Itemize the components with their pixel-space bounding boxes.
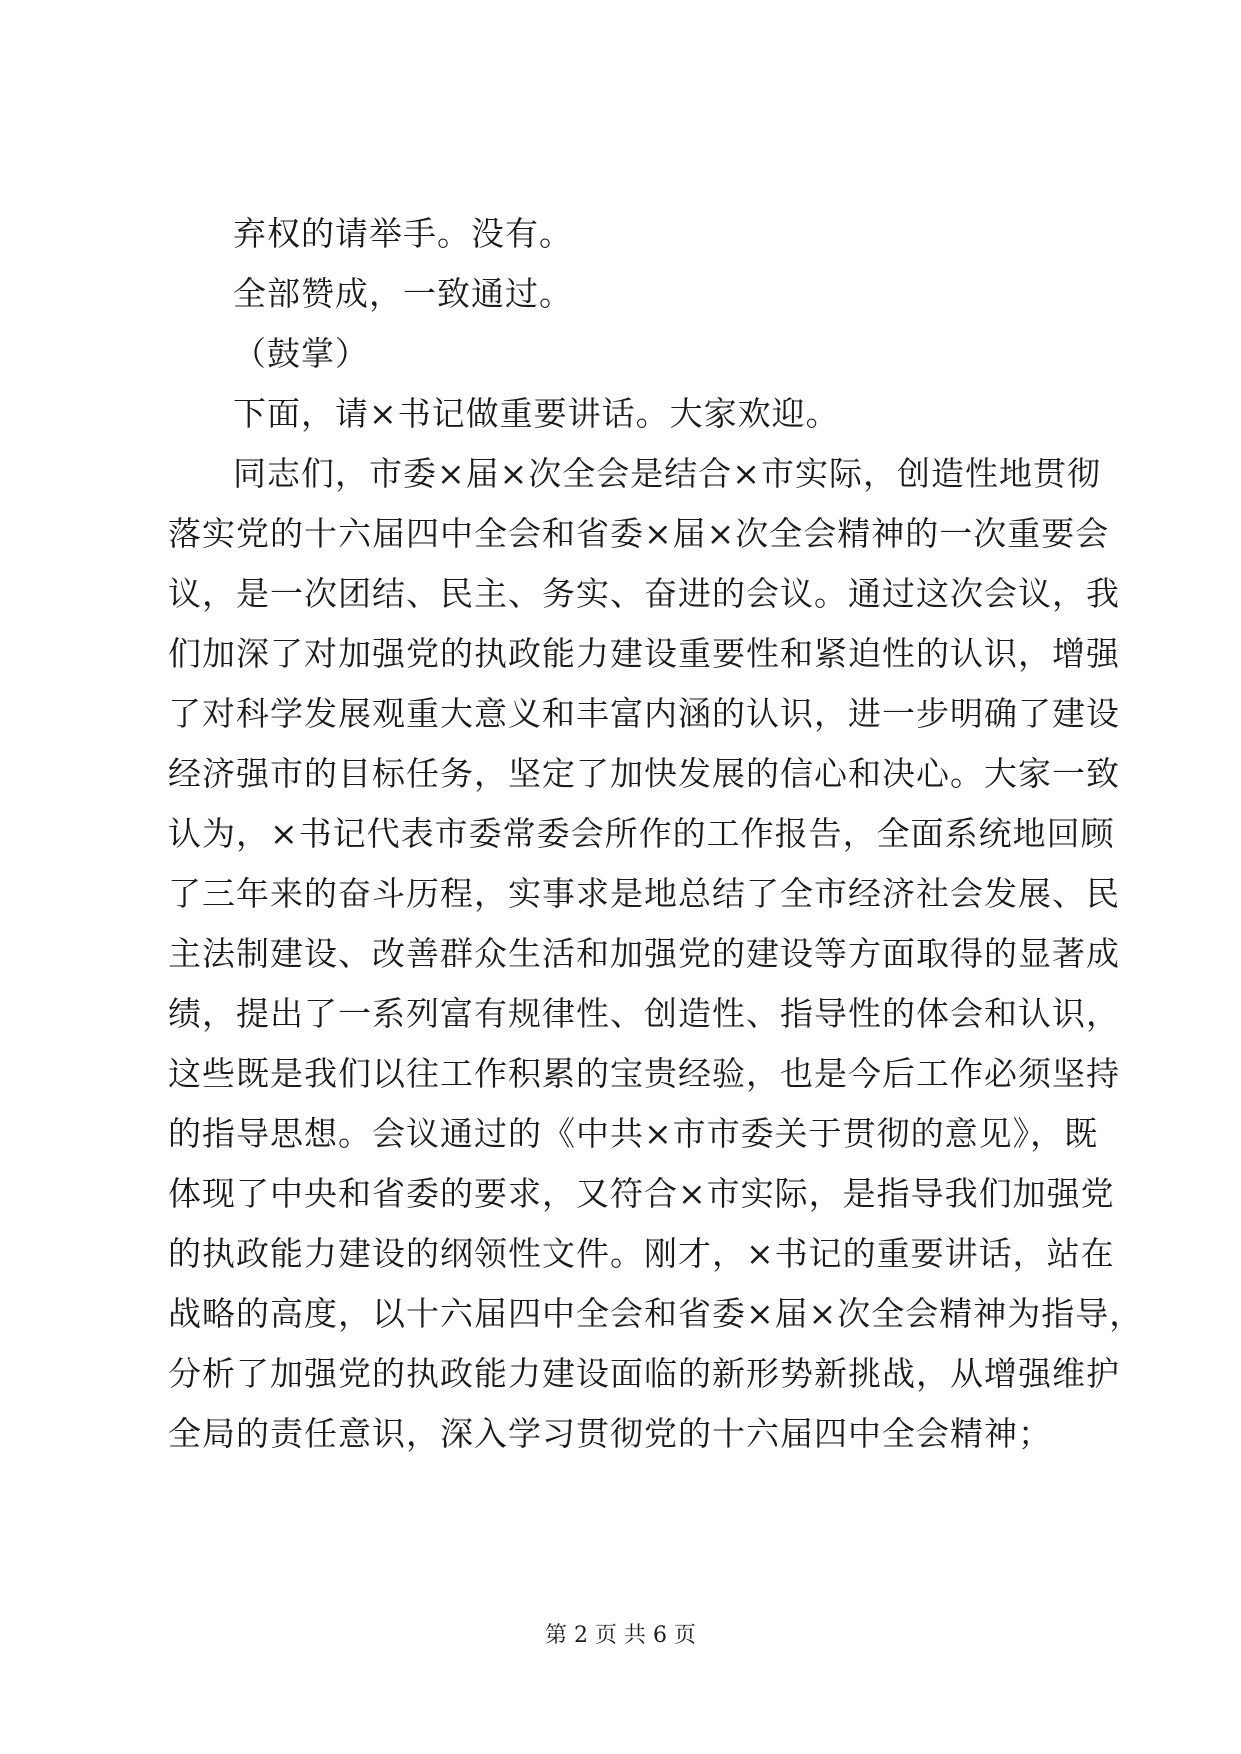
paragraph-line: 经济强市的目标任务，坚定了加快发展的信心和决心。大家一致 xyxy=(168,754,1120,793)
paragraph-line: 下面，请×书记做重要讲话。大家欢迎。 xyxy=(233,394,840,433)
paragraph-line: 分析了加强党的执政能力建设面临的新形势新挑战，从增强维护 xyxy=(168,1354,1120,1393)
paragraph-line: 体现了中央和省委的要求，又符合×市实际，是指导我们加强党 xyxy=(168,1174,1115,1213)
paragraph-line: 这些既是我们以往工作积累的宝贵经验，也是今后工作必须坚持 xyxy=(168,1054,1120,1093)
paragraph-line: 绩，提出了一系列富有规律性、创造性、指导性的体会和认识， xyxy=(168,994,1120,1033)
page-number-footer: 第 2 页 共 6 页 xyxy=(545,1623,696,1648)
paragraph-line: 全部赞成，一致通过。 xyxy=(233,274,573,313)
paragraph-line: 全局的责任意识，深入学习贯彻党的十六届四中全会精神； xyxy=(168,1414,1052,1453)
paragraph-line: 的执政能力建设的纲领性文件。刚才，×书记的重要讲话，站在 xyxy=(168,1234,1115,1273)
paragraph-line: 的指导思想。会议通过的《中共×市市委关于贯彻的意见》，既 xyxy=(168,1114,1099,1153)
paragraph-line: 了三年来的奋斗历程，实事求是地总结了全市经济社会发展、民 xyxy=(168,874,1120,913)
paragraph-line: 战略的高度，以十六届四中全会和省委×届×次全会精神为指导， xyxy=(168,1294,1144,1333)
paragraph-line: 们加深了对加强党的执政能力建设重要性和紧迫性的认识，增强 xyxy=(168,634,1120,673)
paragraph-line: 了对科学发展观重大意义和丰富内涵的认识，进一步明确了建设 xyxy=(168,694,1120,733)
paragraph-line: 认为，×书记代表市委常委会所作的工作报告，全面系统地回顾 xyxy=(168,814,1115,853)
paragraph-line: （鼓掌） xyxy=(233,334,369,373)
paragraph-line: 弃权的请举手。没有。 xyxy=(233,214,573,253)
paragraph-line: 同志们，市委×届×次全会是结合×市实际，创造性地贯彻 xyxy=(233,454,1101,493)
paragraph-line: 落实党的十六届四中全会和省委×届×次全会精神的一次重要会 xyxy=(168,514,1110,553)
paragraph-line: 主法制建设、改善群众生活和加强党的建设等方面取得的显著成 xyxy=(168,934,1120,973)
paragraph-line: 议，是一次团结、民主、务实、奋进的会议。通过这次会议，我 xyxy=(168,574,1120,613)
